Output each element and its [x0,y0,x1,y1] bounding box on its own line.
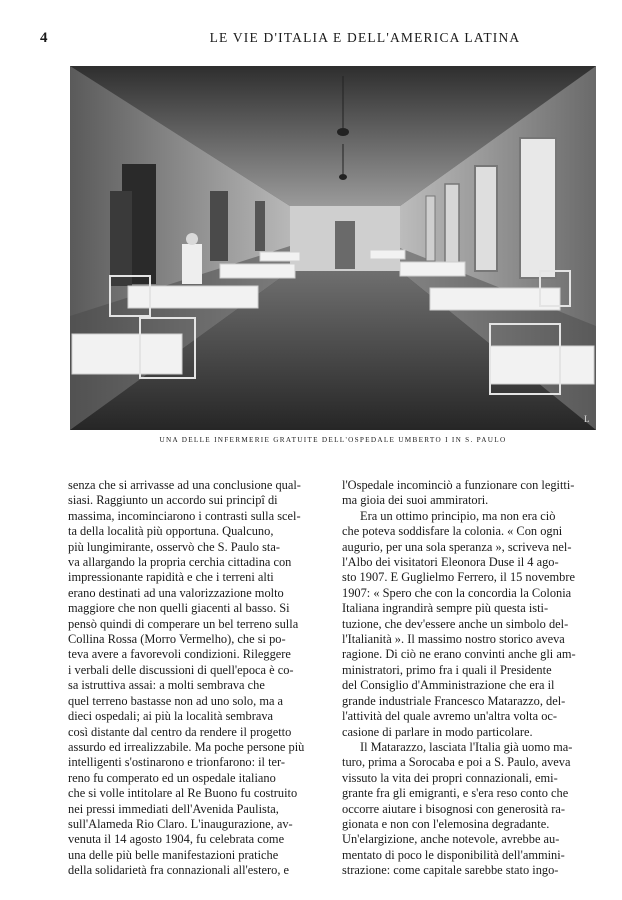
text-line: ministratori, primo fra i quali il Presidente [342,662,552,677]
text-line: sto 1907. E Guglielmo Ferrero, il 15 novembre [342,570,575,585]
text-line: l'attività del quale avremo un'altra volta oc- [342,709,558,724]
text-line: della solidarietà fra connazionali all'estero, e [68,863,290,878]
text-line: l'Ospedale incominciò a funzionare con legitti- [342,478,575,492]
text-line: che si volle intitolare al Re Buono fu costruito [68,786,298,801]
text-line: augurio, per una sola speranza », scriveva nel- [342,539,572,554]
text-line: casione di parlare in modo particolare. [342,724,533,739]
text-line: siasi. Raggiunto un accordo sui principî di [68,493,278,508]
text-line: ta della località più opportuna. Qualcuno, [68,524,274,539]
text-line: intelligenti s'ostinarono e trionfarono: il ter- [68,755,286,770]
page-header [0,30,622,50]
text-line: che poteva soddisfare la colonia. « Con ogni [342,524,563,539]
text-line: l'Italianità ». Il massimo nostro storico aveva [342,632,565,647]
text-line: impressionante rapidità e che i terreni alti [68,570,274,585]
text-line: occorre aiutare i bisognosi con generosità ra- [342,801,565,816]
text-line: senza che si arrivasse ad una conclusione qual- [68,478,301,492]
text-line: Era un ottimo principio, ma non era ciò [360,508,556,523]
text-line: 1907: « Spero che con la concordia la Colonia [342,585,572,600]
paragraph [68,478,331,879]
text-line: quel terreno bastasse non ad uno solo, ma a [68,693,284,708]
text-line: erano destinati ad una valorizzazione molto [68,585,284,600]
text-line: reno fu comperato ed un ospedale italiano [68,770,276,785]
text-line: l'Albo dei visitatori Eleonora Duse il 4 ago- [342,555,559,570]
figure-caption: UNA DELLE INFERMERIE GRATUITE DELL'OSPEDALE UMBERTO I IN S. PAULO [159,436,507,444]
text-line: mentato di poco le disponibilità dell'ammini- [342,847,565,862]
text-line: Il Matarazzo, lasciata l'Italia già uomo ma- [360,739,573,754]
hospital-ward-photo [70,66,596,430]
text-line: maggiore che non quelli giacenti al basso. Si [68,601,290,616]
text-line: più lungimirante, osservò che S. Paulo sta- [68,539,280,554]
text-line: massima, incominciarono i contrasti sulla scel- [68,508,301,523]
text-line: così distante dal centro da rendere il progetto [68,724,292,739]
text-line: vissuto la vita dei propri connazionali, emi- [342,770,558,785]
text-line: strazione: come capitale sarebbe stato ingo- [342,863,559,878]
text-line: ma gioia dei suoi ammiratori. [342,493,489,508]
text-line: assurdo ed irrealizzabile. Ma poche persone più [68,739,305,754]
text-line: tuzione, che dev'essere anche un simbolo del- [342,616,569,631]
text-line: ragione. Di ciò ne erano convinti anche gli am- [342,647,576,662]
paragraph [342,509,598,740]
text-line: gionata e non con l'elemosina degradante. [342,816,550,831]
text-line: sa istruttiva assai: a molti sembrava che [68,678,265,693]
right-text-column [342,478,598,879]
text-line: teva avere a favorevoli condizioni. Rileggere [68,647,291,662]
paragraph [342,478,598,509]
running-title: LE VIE D'ITALIA E DELL'AMERICA LATINA [209,30,521,45]
text-line: pensò quindi di comperare un bel terreno sulla [68,616,299,631]
text-line: Un'elargizione, anche notevole, avrebbe au- [342,832,560,847]
text-line: sull'Alameda Rio Claro. L'inaugurazione, av- [68,816,293,831]
text-line: nei pressi immediati dell'Avenida Paulista, [68,801,279,816]
text-line: i verbali delle discussioni di quell'epoca è co- [68,662,294,677]
text-line: venuta il 14 agosto 1904, fu celebrata come [68,832,285,847]
paragraph [342,740,598,879]
text-line: dieci ospedali; ai più la località sembrava [68,709,274,724]
text-line: una delle più belle manifestazioni pratiche [68,847,279,862]
text-line: va allargando la propria cerchia cittadina con [68,555,292,570]
text-line: Italiana ingrandirà sempre più questa isti- [342,601,549,616]
text-line: turo, prima a Sorocaba e poi a S. Paulo, aveva [342,755,571,770]
text-line: grante fra gli emigranti, e s'era reso conto che [342,786,569,801]
svg-text:L: L [584,414,590,424]
text-line: del Consiglio d'Amministrazione che era il [342,678,555,693]
left-text-column [68,478,331,879]
text-line: grande industriale Francesco Matarazzo, del- [342,693,566,708]
page-number: 4 [40,30,48,46]
text-line: Collina Rossa (Morro Vermelho), che si po- [68,632,286,647]
